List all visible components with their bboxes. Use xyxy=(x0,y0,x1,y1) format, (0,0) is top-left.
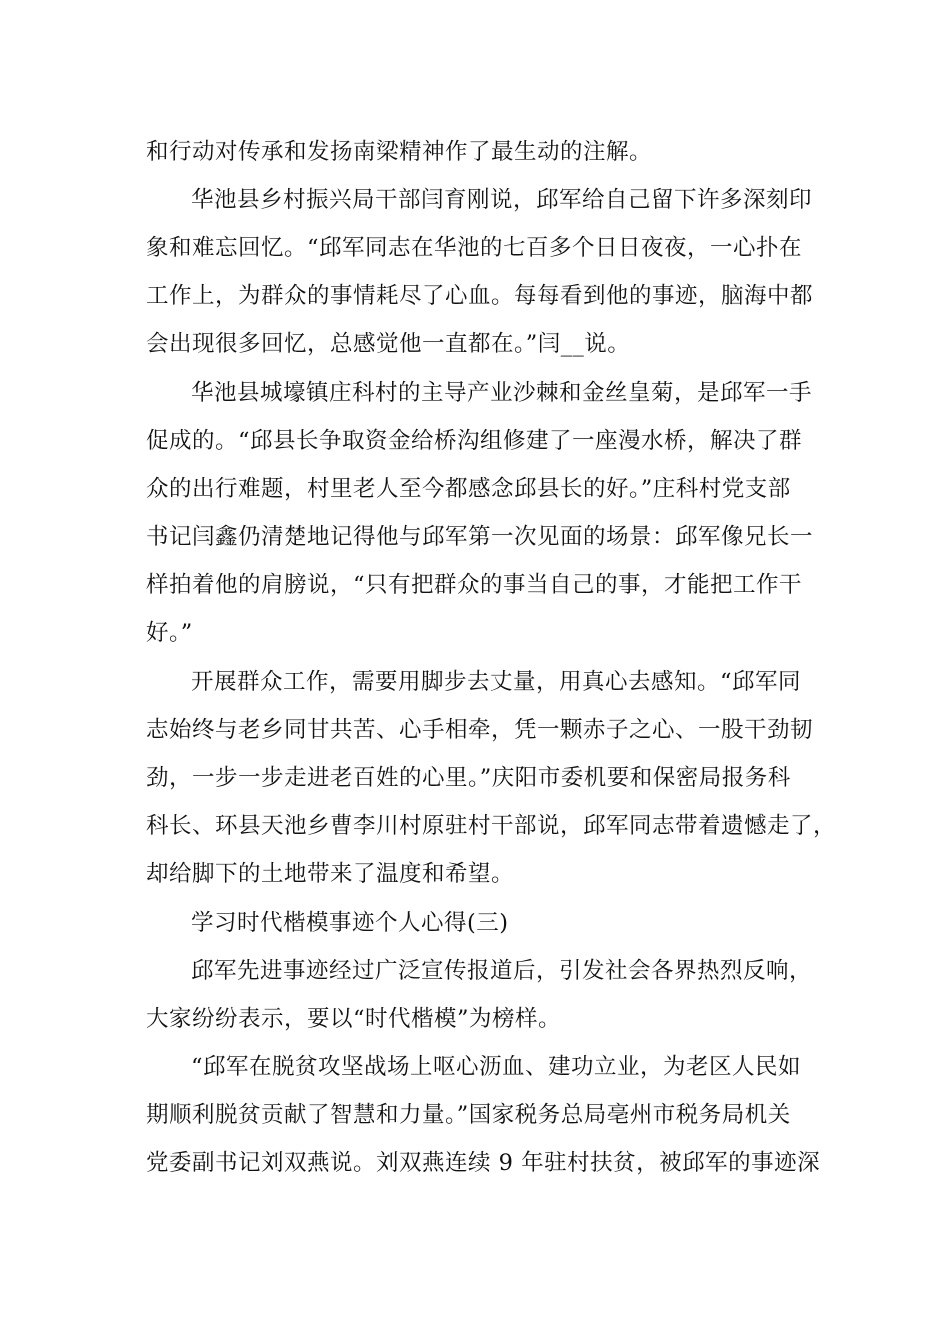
text-line-12: 开展群众工作，需要用脚步去丈量，用真心去感知。“邱军同 xyxy=(191,669,802,695)
text-line-9: 书记闫鑫仍清楚地记得他与邱军第一次见面的场景：邱军像兄长一 xyxy=(146,524,814,550)
text-line-5: 会出现很多回忆，总感觉他一直都在。”闫__说。 xyxy=(146,331,631,357)
text-line-8: 众的出行难题，村里老人至今都感念邱县长的好。”庄科村党支部 xyxy=(146,476,791,502)
text-line-6: 华池县城壕镇庄科村的主导产业沙棘和金丝皇菊，是邱军一手 xyxy=(191,380,813,406)
text-line-15: 科长、环县天池乡曹李川村原驻村干部说，邱军同志带着遗憾走了， xyxy=(146,813,837,839)
text-line-14: 劲，一步一步走进老百姓的心里。”庆阳市委机要和保密局报务科 xyxy=(146,765,791,791)
text-line-7: 促成的。“邱县长争取资金给桥沟组修建了一座漫水桥，解决了群 xyxy=(146,428,803,454)
text-line-2: 华池县乡村振兴局干部闫育刚说，邱军给自己留下许多深刻印 xyxy=(191,187,813,213)
text-line-22: 党委副书记刘双燕说。刘双燕连续 9 年驻村扶贫，被邱军的事迹深 xyxy=(146,1150,821,1176)
text-line-21: 期顺利脱贫贡献了智慧和力量。”国家税务总局亳州市税务局机关 xyxy=(146,1102,791,1128)
text-line-13: 志始终与老乡同甘共苦、心手相牵，凭一颗赤子之心、一股干劲韧 xyxy=(146,717,814,743)
text-line-20: “邱军在脱贫攻坚战场上呕心沥血、建功立业，为老区人民如 xyxy=(191,1054,802,1080)
text-line-11: 好。” xyxy=(146,620,193,646)
text-line-10: 样拍着他的肩膀说，“只有把群众的事当自己的事，才能把工作干 xyxy=(146,572,803,598)
text-line-19: 大家纷纷表示，要以“时代楷模”为榜样。 xyxy=(146,1006,562,1032)
text-line-16: 却给脚下的土地带来了温度和希望。 xyxy=(146,861,515,887)
section-heading: 学习时代楷模事迹个人心得(三) xyxy=(191,910,509,936)
text-line-3: 象和难忘回忆。“邱军同志在华池的七百多个日日夜夜，一心扑在 xyxy=(146,235,803,261)
text-line-18: 邱军先进事迹经过广泛宣传报道后，引发社会各界热烈反响， xyxy=(191,958,813,984)
text-line-4: 工作上，为群众的事情耗尽了心血。每每看到他的事迹，脑海中都 xyxy=(146,283,814,309)
text-line-1: 和行动对传承和发扬南梁精神作了最生动的注解。 xyxy=(146,139,653,165)
